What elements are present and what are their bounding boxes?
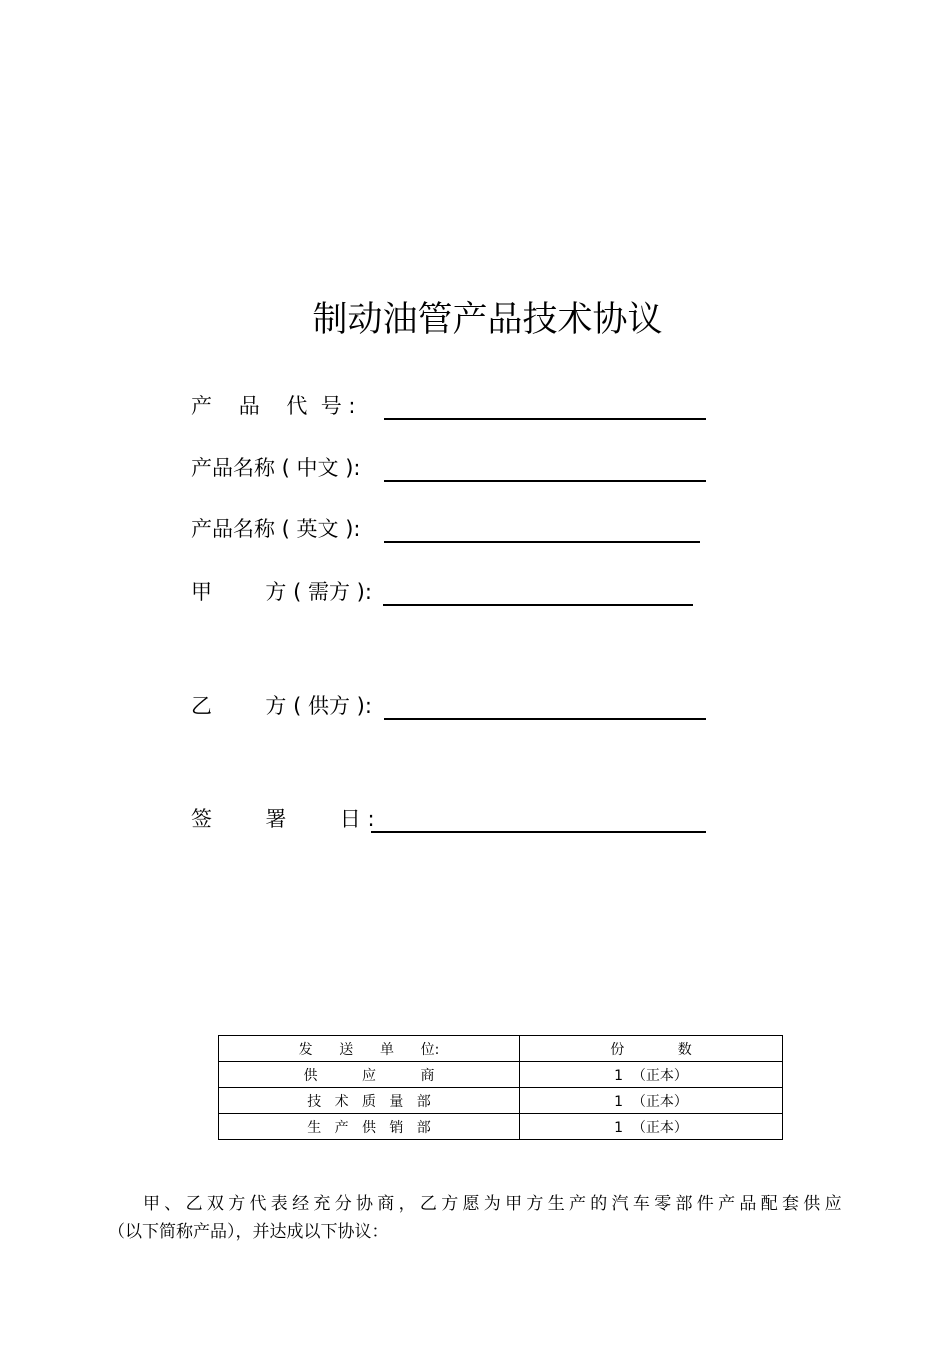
party-a-line[interactable] [383, 604, 693, 606]
product-name-cn-line[interactable] [384, 480, 706, 482]
product-name-cn-label: 产品名称 ( 中文 ): [191, 456, 361, 480]
signing-date-field [191, 803, 711, 833]
signing-date-label: 签 署 日 : [191, 807, 375, 831]
document-title: 制动油管产品技术协议 [312, 300, 663, 340]
agreement-intro-paragraph [108, 1190, 860, 1246]
party-b-label: 乙 方 ( 供方 ): [191, 694, 372, 718]
product-code-label: 产 品 代 号 : [191, 394, 356, 418]
table-row [219, 1114, 783, 1140]
table-cell: 1 （正本） [520, 1088, 783, 1114]
party-a-field [191, 576, 711, 606]
party-b-line[interactable] [384, 718, 706, 720]
table-header-cell: 发 送 单 位: [219, 1036, 520, 1062]
party-b-field [191, 690, 711, 720]
table-cell: 1 （正本） [520, 1062, 783, 1088]
product-name-en-line[interactable] [384, 541, 700, 543]
paragraph-line: 甲、乙双方代表经充分协商，乙方愿为甲方生产的汽车零部件产品配套供应 [143, 1194, 846, 1214]
table-header-cell: 份 数 [520, 1036, 783, 1062]
party-a-label: 甲 方 ( 需方 ): [191, 580, 372, 604]
product-code-field [191, 390, 711, 420]
table-header-row [219, 1036, 783, 1062]
table-cell: 生 产 供 销 部 [219, 1114, 520, 1140]
product-name-en-label: 产品名称 ( 英文 ): [191, 517, 361, 541]
product-name-en-field [191, 513, 711, 543]
table-row [219, 1088, 783, 1114]
table-cell: 1 （正本） [520, 1114, 783, 1140]
table-row [219, 1062, 783, 1088]
paragraph-line: （以下简称产品），并达成以下协议： [108, 1222, 389, 1242]
signing-date-line[interactable] [371, 831, 706, 833]
product-code-line[interactable] [384, 418, 706, 420]
table-cell: 供 应 商 [219, 1062, 520, 1088]
table-cell: 技 术 质 量 部 [219, 1088, 520, 1114]
distribution-table [218, 1035, 783, 1140]
product-name-cn-field [191, 452, 711, 482]
